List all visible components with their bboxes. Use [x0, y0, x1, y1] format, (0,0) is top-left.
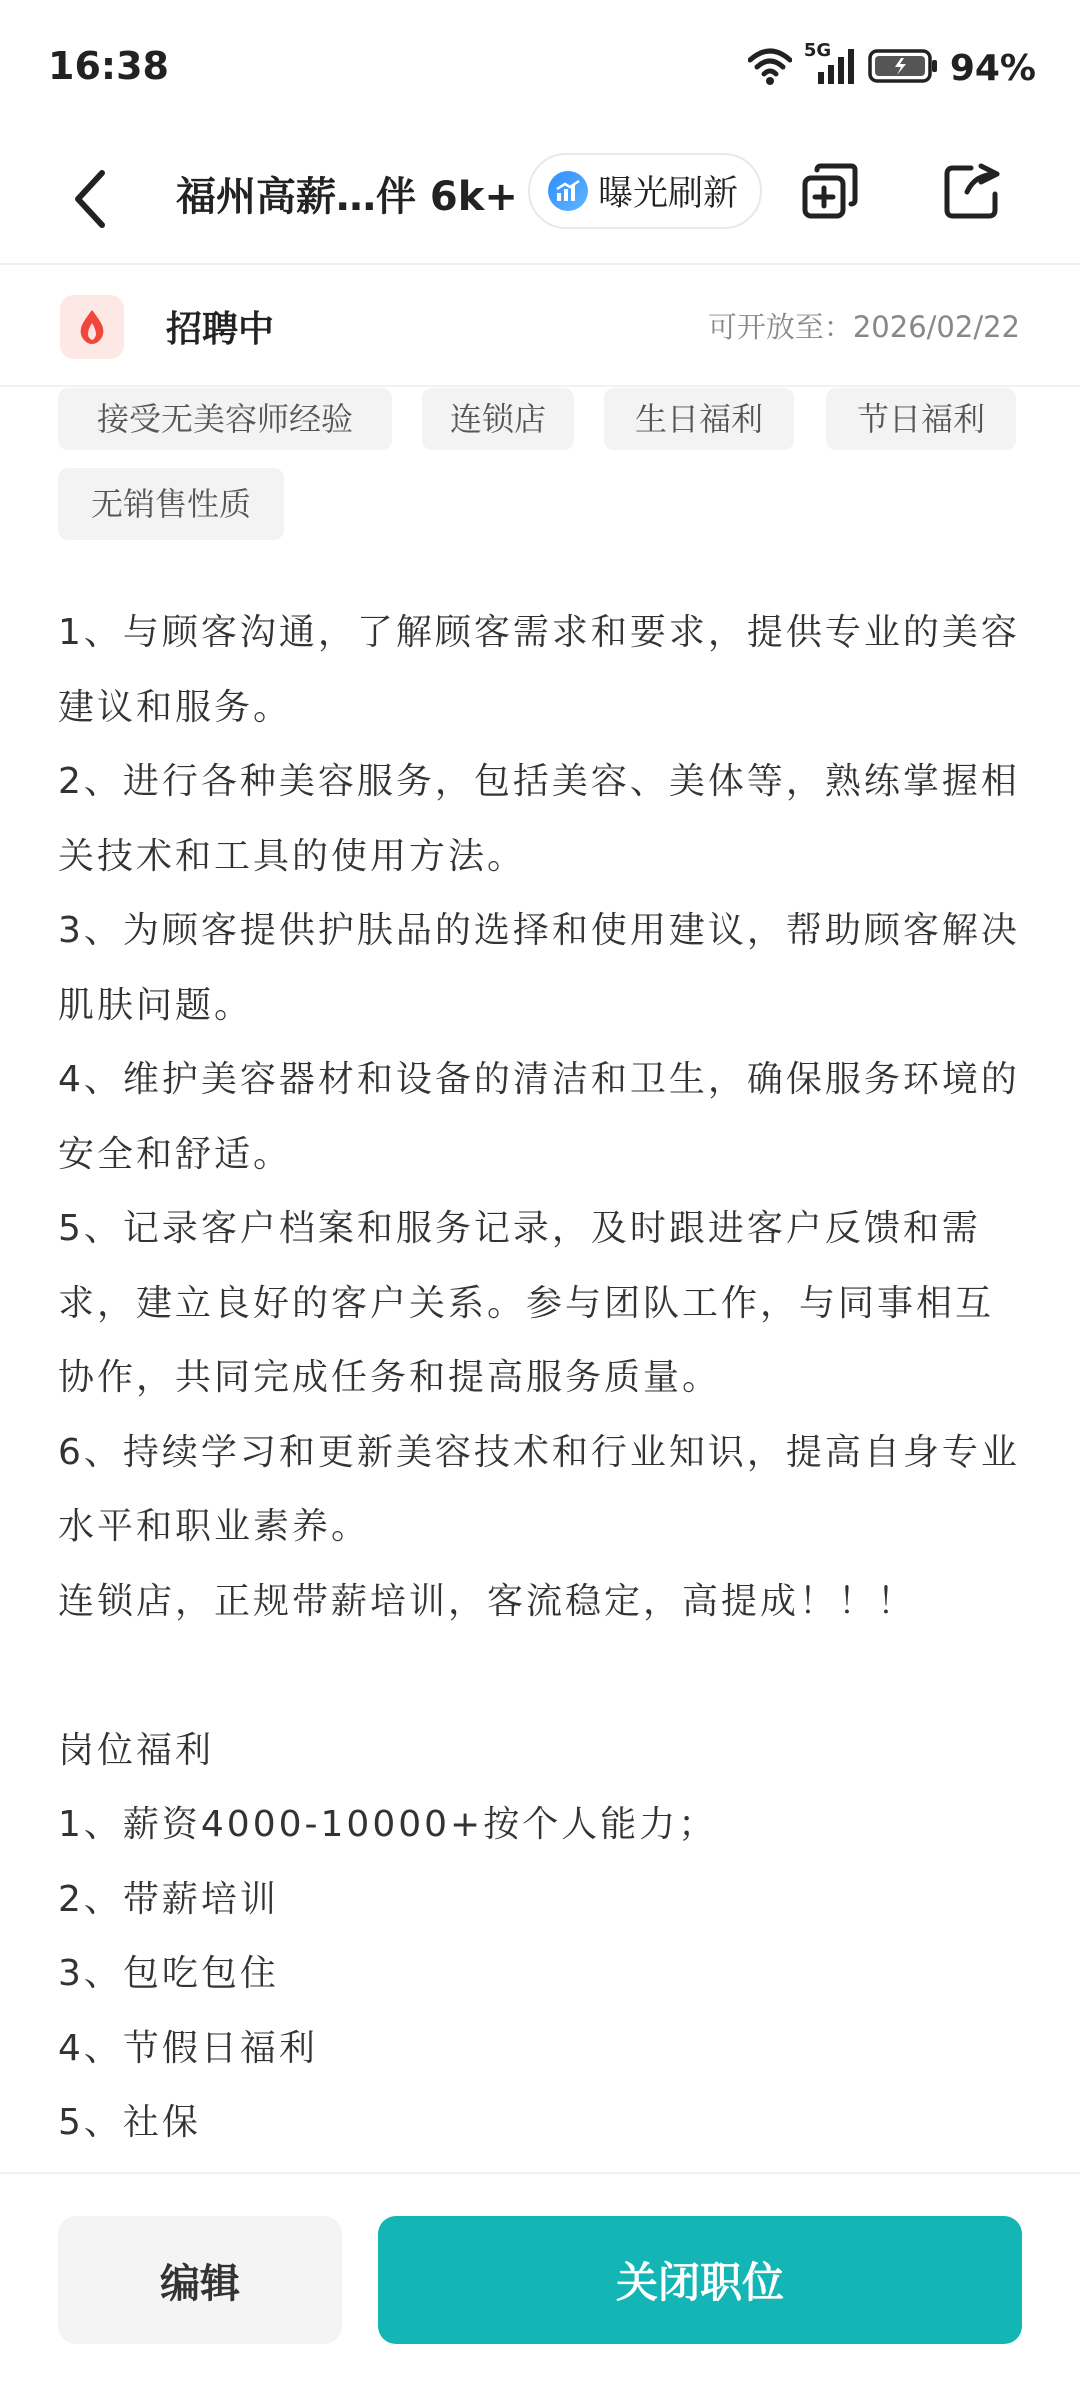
edit-button[interactable]: 编辑	[58, 2216, 342, 2344]
company-logo	[60, 295, 124, 359]
benefit-item: 4、节假日福利	[58, 2027, 318, 2069]
tag-item: 接受无美容师经验	[58, 388, 392, 450]
wifi-icon	[748, 46, 792, 90]
status-time: 16:38	[48, 44, 169, 88]
benefit-item: 3、包吃包住	[58, 1953, 279, 1994]
benefits-heading: 岗位福利	[58, 1729, 215, 1771]
boost-refresh-button[interactable]	[528, 153, 762, 229]
add-copy-icon	[801, 162, 859, 220]
share-button[interactable]	[940, 159, 1004, 223]
status-bar	[0, 0, 1080, 135]
job-title: 福州高薪…伴 6k+	[176, 174, 518, 220]
back-icon	[72, 169, 108, 229]
cellular-signal-icon	[803, 40, 856, 90]
benefit-item: 2、带薪培训	[58, 1878, 279, 1920]
description-line: 3、为顾客提供护肤品的选择和使用建议，帮助顾客解决肌肤问题。	[58, 910, 1020, 1026]
tag-item: 节日福利	[826, 388, 1016, 450]
open-until	[708, 305, 1020, 346]
benefit-item: 5、社保	[58, 2102, 201, 2143]
description-line: 2、进行各种美容服务，包括美容、美体等，熟练掌握相关技术和工具的使用方法。	[58, 761, 1020, 877]
add-copy-button[interactable]	[798, 159, 862, 223]
back-button[interactable]	[60, 163, 120, 235]
boost-refresh-label: 曝光刷新	[598, 174, 739, 214]
network-type: 5G	[803, 40, 832, 61]
job-description	[58, 596, 1022, 2161]
share-icon	[943, 162, 1001, 220]
spacer	[58, 1639, 1022, 1714]
description-line: 5、记录客户档案和服务记录，及时跟进客户反馈和需求，建立良好的客户关系。参与团队工作，与同事相互协作，共同完成任务和提高服务质量。	[58, 1208, 995, 1398]
description-line: 1、与顾客沟通，了解顾客需求和要求，提供专业的美容建议和服务。	[58, 612, 1020, 728]
open-until-date: 2026/02/22	[852, 310, 1020, 344]
bottom-action-bar	[0, 2172, 1080, 2389]
description-line: 4、维护美容器材和设备的清洁和卫生，确保服务环境的安全和舒适。	[58, 1059, 1020, 1175]
description-line: 连锁店，正规带薪培训，客流稳定，高提成！！！	[58, 1580, 917, 1622]
status-icons	[748, 40, 1036, 92]
hiring-status-label: 招聘中	[166, 309, 275, 350]
boost-icon	[548, 171, 588, 211]
open-until-label: 可开放至：	[707, 310, 853, 344]
tag-item: 连锁店	[422, 388, 574, 450]
description-line: 6、持续学习和更新美容技术和行业知识，提高自身专业水平和职业素养。	[58, 1431, 1020, 1547]
benefit-item: 1、薪资4000-10000+按个人能力；	[58, 1804, 718, 1845]
battery-icon	[868, 48, 938, 88]
hiring-status-row	[0, 265, 1080, 387]
tag-item: 生日福利	[604, 388, 794, 450]
battery-percent: 94%	[949, 47, 1036, 89]
nav-bar	[0, 135, 1080, 265]
close-position-button[interactable]: 关闭职位	[378, 2216, 1022, 2344]
tag-item: 无销售性质	[58, 468, 284, 540]
flame-icon	[72, 307, 112, 347]
